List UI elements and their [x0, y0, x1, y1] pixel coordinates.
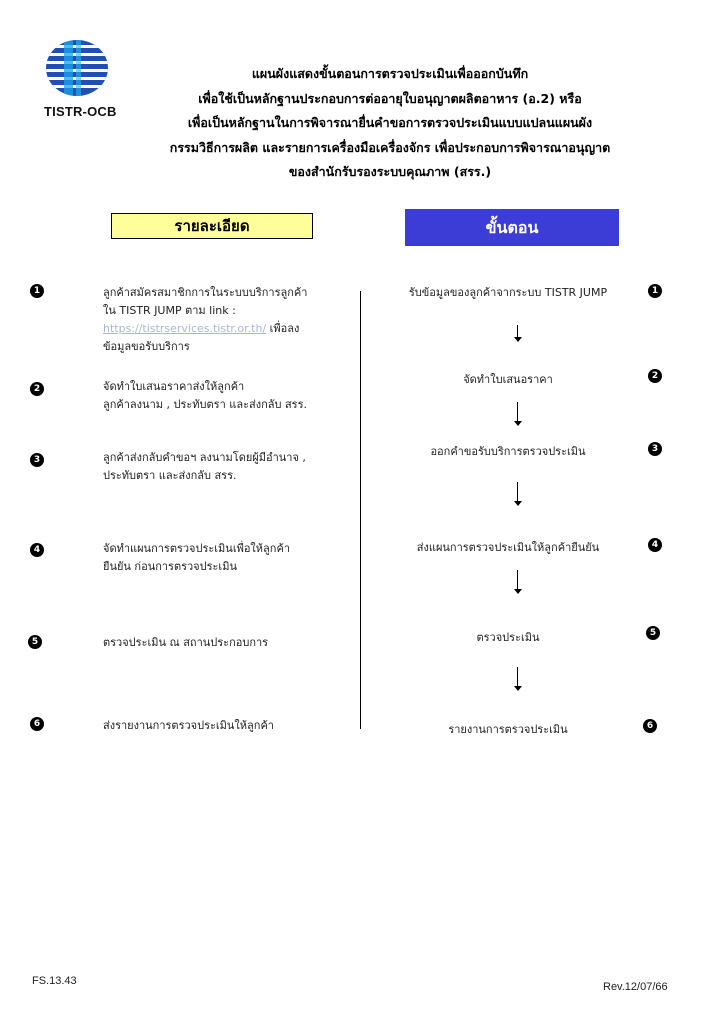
detail-number-5: 5 — [28, 635, 42, 649]
title-line: เพื่อใช้เป็นหลักฐานประกอบการต่ออายุใบอนุญาตผลิตอาหาร (อ.2) หรือ — [198, 90, 582, 106]
step-4: ส่งแผนการตรวจประเมินให้ลูกค้ายืนยัน — [416, 541, 600, 554]
detail-text: ลูกค้าสมัครสมาชิกการในระบบบริการลูกค้า — [103, 286, 308, 299]
detail-number-4: 4 — [30, 543, 44, 557]
detail-text: ตรวจประเมิน ณ สถานประกอบการ — [103, 636, 269, 649]
document-title — [110, 62, 670, 185]
detail-number-6: 6 — [30, 717, 44, 731]
detail-number-1: 1 — [30, 284, 44, 298]
step-5: ตรวจประเมิน — [476, 631, 540, 644]
detail-text: ส่งรายงานการตรวจประเมินให้ลูกค้า — [103, 719, 274, 732]
form-code: FS.13.43 — [32, 975, 77, 987]
step-number-5: 5 — [646, 626, 660, 640]
detail-item-6 — [103, 717, 353, 735]
down-arrow-icon — [513, 402, 523, 426]
detail-text: เพื่อลง — [266, 322, 300, 335]
globe-icon — [40, 38, 115, 98]
detail-item-4 — [103, 540, 353, 576]
detail-text: ประทับตรา และส่งกลับ สรร. — [103, 469, 237, 482]
title-line: กรรมวิธีการผลิต และรายการเครื่องมือเครื่องจักร เพื่อประกอบการพิจารณาอนุญาต — [169, 139, 611, 155]
down-arrow-icon — [513, 667, 523, 691]
detail-text: ข้อมูลขอรับบริการ — [103, 340, 190, 353]
step-1: รับข้อมูลของลูกค้าจากระบบ TISTR JUMP — [408, 286, 608, 299]
detail-item-2 — [103, 378, 353, 414]
step-number-4: 4 — [648, 538, 662, 552]
logo-text: TISTR-OCB — [44, 104, 117, 119]
detail-text: จัดทำแผนการตรวจประเมินเพื่อให้ลูกค้า — [103, 542, 290, 555]
detail-text: ลูกค้าส่งกลับคำขอฯ ลงนามโดยผู้มีอำนาจ , — [103, 451, 306, 464]
revision-label: Rev.12/07/66 — [603, 981, 668, 993]
step-number-3: 3 — [648, 442, 662, 456]
step-2: จัดทำใบเสนอราคา — [463, 373, 553, 386]
column-divider — [360, 291, 361, 729]
detail-item-1 — [103, 284, 353, 356]
step-number-1: 1 — [648, 284, 662, 298]
step-6: รายงานการตรวจประเมิน — [448, 723, 568, 736]
detail-text: จัดทำใบเสนอราคาส่งให้ลูกค้า — [103, 380, 245, 393]
detail-item-5 — [103, 634, 353, 652]
tistr-jump-link[interactable]: https://tistrservices.tistr.or.th/ — [103, 322, 267, 335]
details-header: รายละเอียด — [111, 213, 313, 239]
step-number-2: 2 — [648, 369, 662, 383]
detail-text: ใน TISTR JUMP ตาม link : — [103, 304, 236, 317]
detail-item-3 — [103, 449, 353, 485]
step-3: ออกคำขอรับบริการตรวจประเมิน — [430, 445, 586, 458]
title-line: ของสำนักรับรองระบบคุณภาพ (สรร.) — [288, 164, 492, 179]
detail-number-2: 2 — [30, 382, 44, 396]
title-line: เพื่อเป็นหลักฐานในการพิจารณายื่นคำขอการตรวจประเมินแบบแปลนแผนผัง — [187, 115, 593, 130]
down-arrow-icon — [513, 482, 523, 506]
detail-text: ยืนยัน ก่อนการตรวจประเมิน — [103, 560, 237, 573]
detail-text: ลูกค้าลงนาม , ประทับตรา และส่งกลับ สรร. — [103, 398, 307, 411]
title-line: แผนผังแสดงขั้นตอนการตรวจประเมินเพื่อออกบันทึก — [251, 66, 529, 81]
detail-number-3: 3 — [30, 453, 44, 467]
steps-header: ขั้นตอน — [405, 209, 619, 246]
down-arrow-icon — [513, 325, 523, 342]
step-number-6: 6 — [643, 719, 657, 733]
down-arrow-icon — [513, 570, 523, 594]
